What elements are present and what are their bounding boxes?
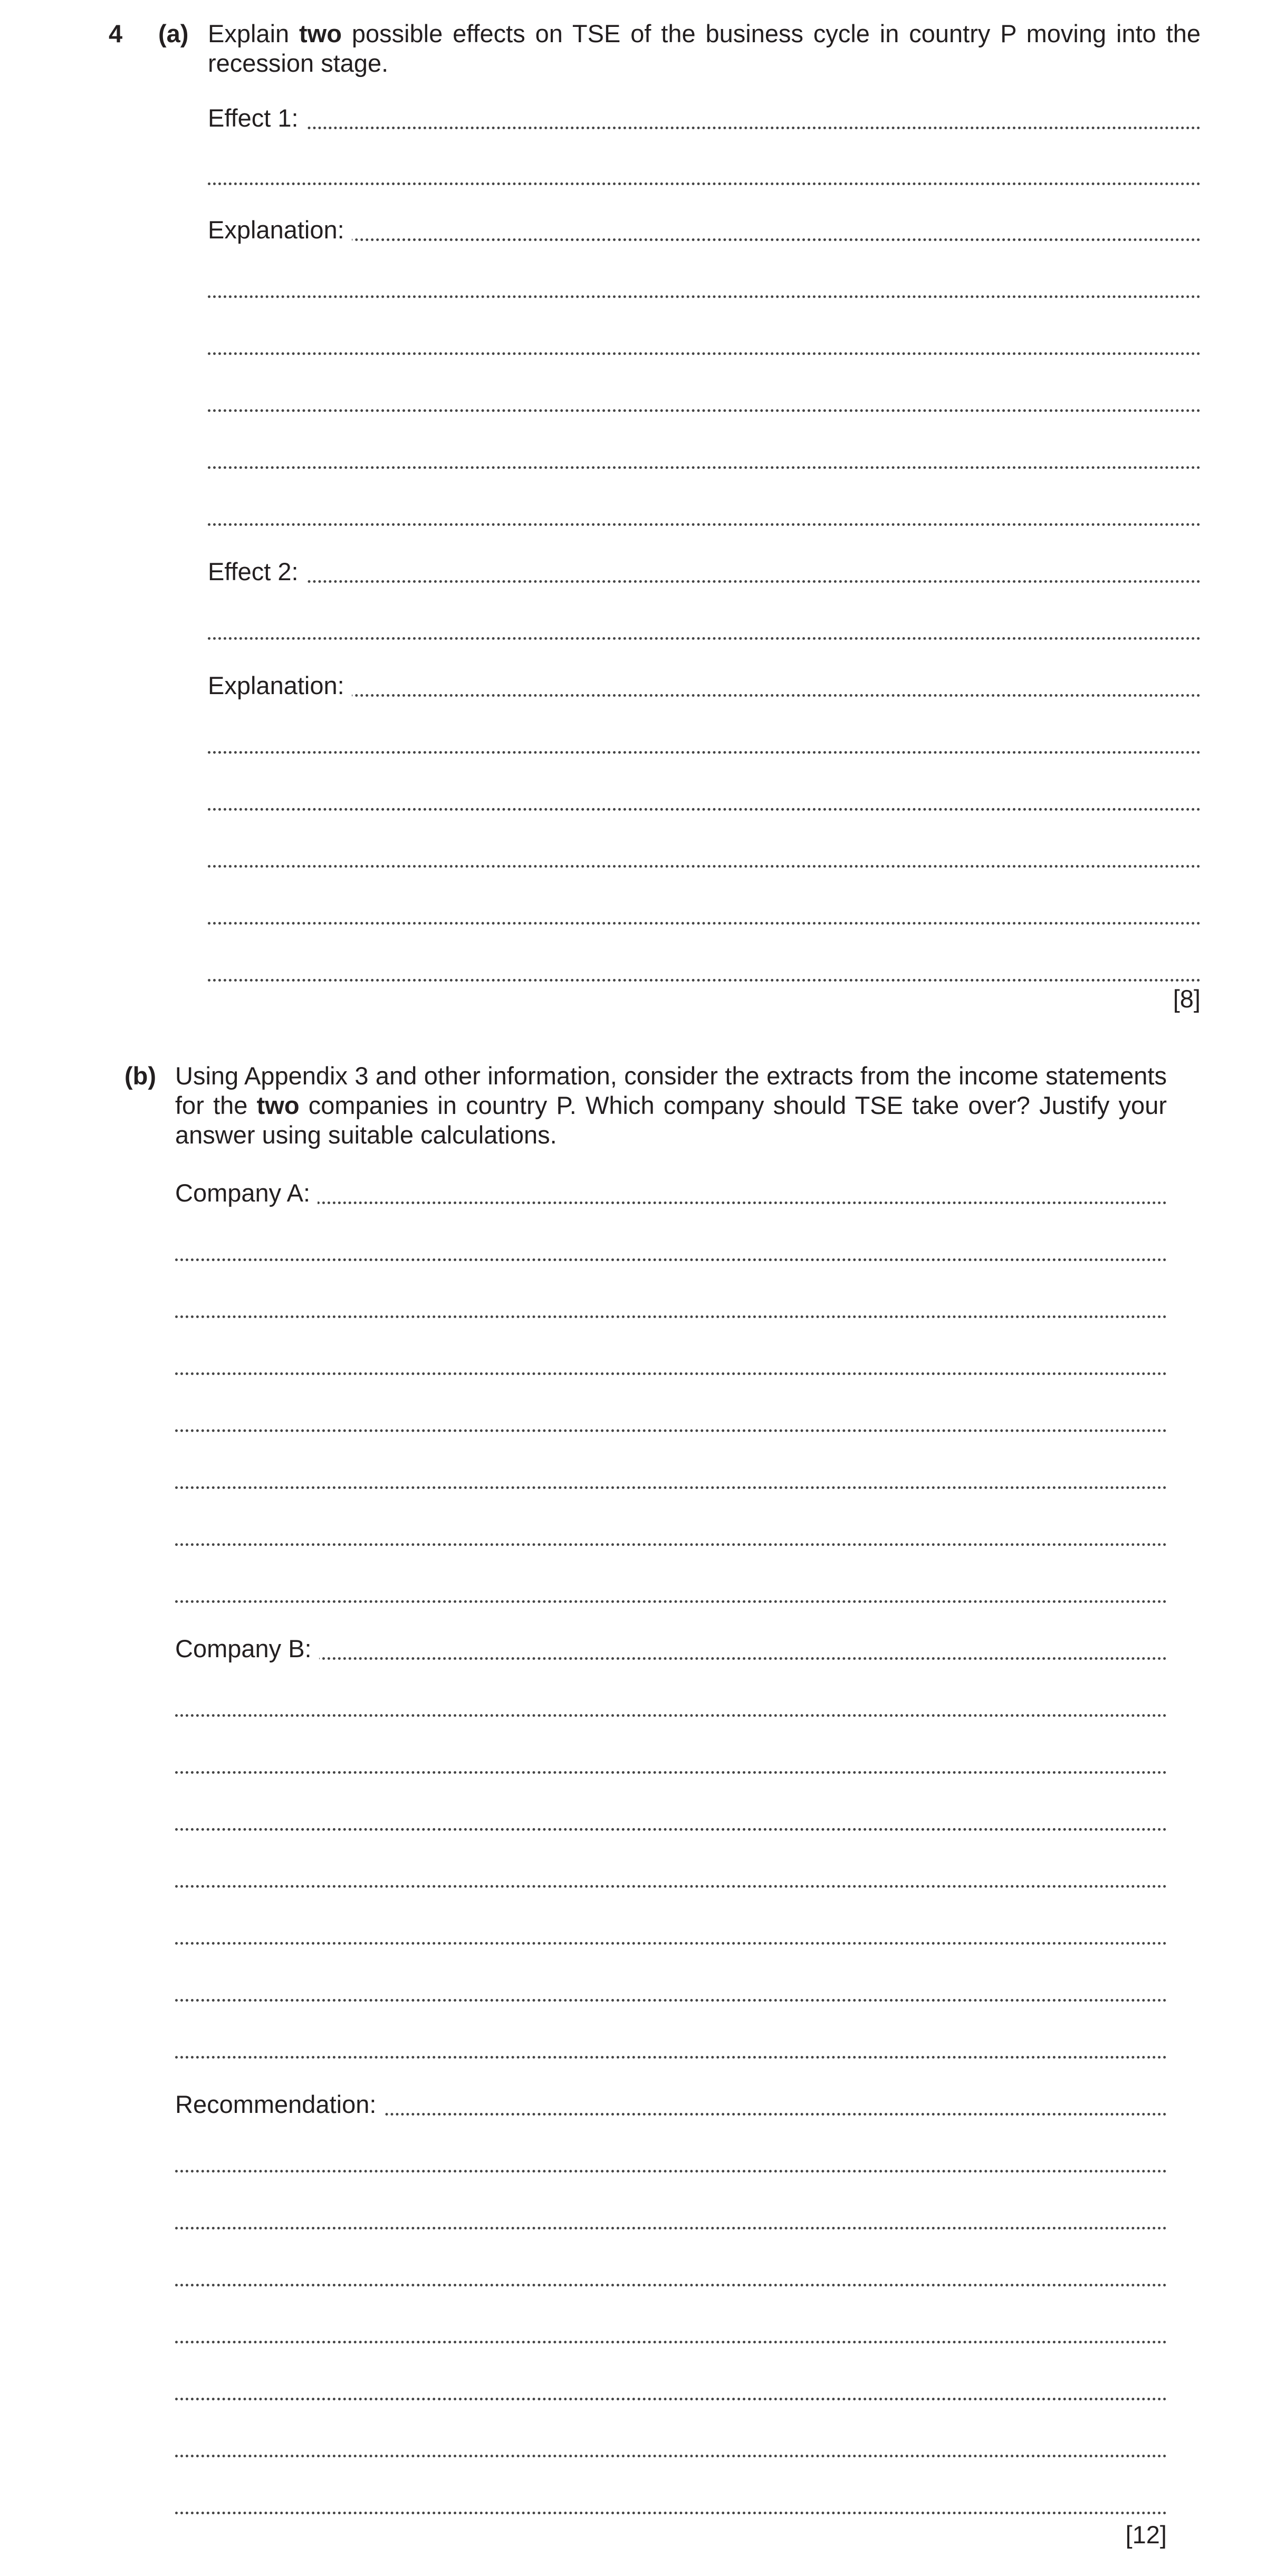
answer-line[interactable] — [175, 1315, 1167, 1318]
effect-2-label: Effect 2: — [208, 557, 306, 587]
answer-line[interactable] — [208, 922, 1201, 925]
answer-line[interactable] — [175, 1885, 1167, 1888]
answer-line[interactable] — [175, 1657, 1167, 1660]
answer-line[interactable] — [175, 2512, 1167, 2514]
explanation-1-label: Explanation: — [208, 215, 352, 245]
recommendation-label: Recommendation: — [175, 2090, 383, 2119]
answer-line[interactable] — [175, 1999, 1167, 2002]
answer-line[interactable] — [175, 1372, 1167, 1375]
answer-line[interactable] — [175, 2455, 1167, 2457]
answer-line[interactable] — [175, 2284, 1167, 2286]
answer-line[interactable] — [208, 979, 1201, 982]
answer-line[interactable] — [175, 2398, 1167, 2400]
part-a-marks: [8] — [1173, 985, 1201, 1013]
part-b-marks: [12] — [1125, 2521, 1167, 2549]
answer-line[interactable] — [175, 1543, 1167, 1546]
answer-line[interactable] — [208, 466, 1201, 469]
part-b-emphasis: two — [256, 1091, 300, 1119]
answer-line[interactable] — [175, 1486, 1167, 1489]
part-b-text-start: Using Appendix 3 and other information, consider the extracts from the income statements for the — [175, 1062, 1167, 1119]
effect-1-label: Effect 1: — [208, 103, 306, 133]
answer-line[interactable] — [208, 694, 1201, 697]
answer-line[interactable] — [208, 409, 1201, 412]
answer-line[interactable] — [175, 1714, 1167, 1717]
answer-line[interactable] — [208, 295, 1201, 298]
part-a-text-start: Explain — [208, 20, 300, 47]
answer-line[interactable] — [175, 2170, 1167, 2173]
answer-line[interactable] — [175, 2227, 1167, 2229]
company-a-label: Company A: — [175, 1178, 318, 1208]
part-b-label: (b) — [124, 1062, 157, 1090]
part-a-text-end: possible effects on TSE of the business cycle in country P moving into the recession stage. — [208, 20, 1201, 77]
answer-line[interactable] — [175, 2056, 1167, 2059]
part-a-emphasis: two — [299, 20, 342, 47]
answer-line[interactable] — [208, 352, 1201, 355]
answer-line[interactable] — [175, 1600, 1167, 1603]
answer-line[interactable] — [175, 2341, 1167, 2343]
company-b-label: Company B: — [175, 1634, 319, 1664]
explanation-2-label: Explanation: — [208, 671, 352, 700]
answer-line[interactable] — [175, 1771, 1167, 1774]
answer-line[interactable] — [175, 1202, 1167, 1204]
answer-line[interactable] — [175, 1942, 1167, 1945]
answer-line[interactable] — [208, 865, 1201, 868]
answer-line[interactable] — [208, 751, 1201, 754]
answer-line[interactable] — [208, 637, 1201, 640]
answer-line[interactable] — [208, 580, 1201, 583]
answer-line[interactable] — [208, 238, 1201, 241]
answer-line[interactable] — [175, 1828, 1167, 1831]
answer-line[interactable] — [175, 1258, 1167, 1261]
answer-line[interactable] — [175, 1429, 1167, 1432]
part-b-question-text — [175, 1061, 1167, 1150]
answer-line[interactable] — [208, 523, 1201, 526]
answer-line[interactable] — [208, 808, 1201, 811]
part-a-question-text — [208, 19, 1201, 78]
answer-line[interactable] — [208, 182, 1201, 185]
question-number: 4 — [109, 20, 123, 47]
part-a-label: (a) — [158, 20, 189, 47]
part-b-text-end: companies in country P. Which company should TSE take over? Justify your answer using suitable calculations. — [175, 1091, 1167, 1149]
answer-line[interactable] — [208, 127, 1201, 129]
